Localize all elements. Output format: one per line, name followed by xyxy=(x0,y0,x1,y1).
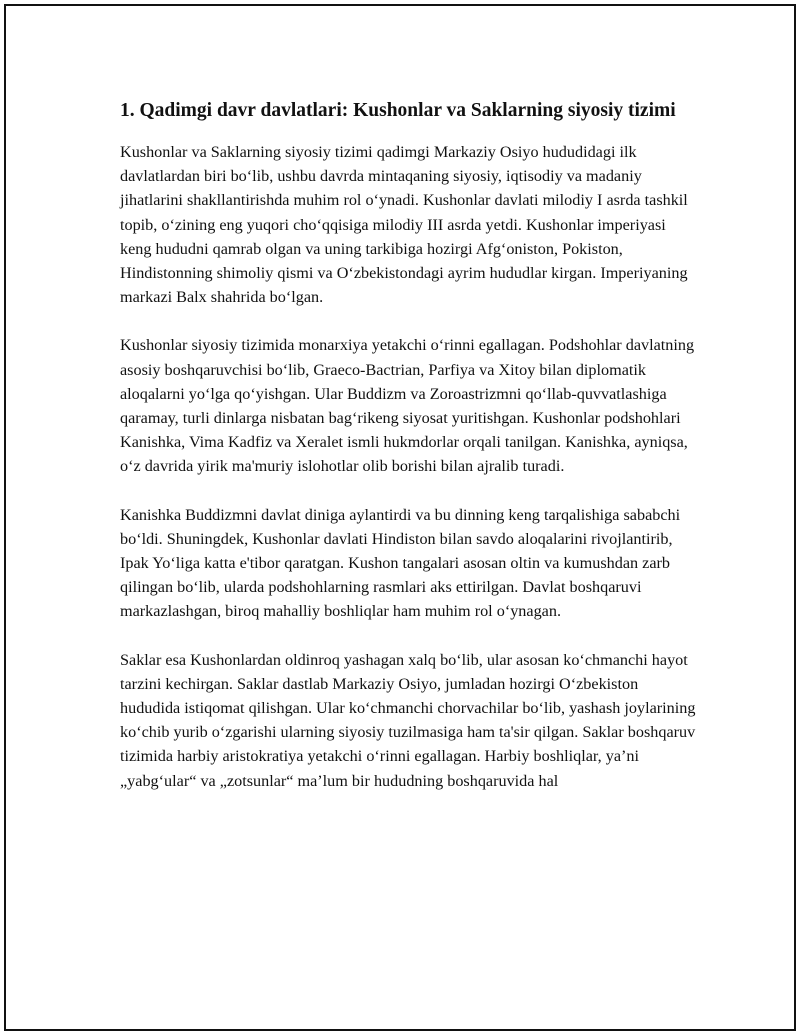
paragraph-1: Kushonlar va Saklarning siyosiy tizimi qadimgi Markaziy Osiyo hududidagi ilk davlatlardan biri boʻlib, ushbu davrda mintaqaning siyosiy, iqtisodiy va madaniy jihatlarini shakllantirishda muhim rol oʻynadi. Kushonlar davlati milodiy I asrda tashkil topib, oʻzining eng yuqori choʻqqisiga milodiy III asrda yetdi. Kushonlar imperiyasi keng hududni qamrab olgan va uning tarkibiga hozirgi Afgʻoniston, Pokiston, Hindistonning shimoliy qismi va Oʻzbekistondagi ayrim hududlar kirgan. Imperiyaning markazi Balx shahrida boʻlgan. xyxy=(120,143,688,307)
paragraph-3: Kanishka Buddizmni davlat diniga aylantirdi va bu dinning keng tarqalishiga sababchi boʻldi. Shuningdek, Kushonlar davlati Hindiston bilan savdo aloqalarini rivojlantirib, Ipak Yoʻliga katta e'tibor qaratgan. Kushon tangalari asosan oltin va kumushdan zarb qilingan boʻlib, ularda podshohlarning rasmlari aks ettirilgan. Davlat boshqaruvi markazlashgan, biroq mahalliy boshliqlar ham muhim rol oʻynagan. xyxy=(120,505,681,621)
paragraph-4: Saklar esa Kushonlardan oldinroq yashagan xalq boʻlib, ular asosan koʻchmanchi hayot tarzini kechirgan. Saklar dastlab Markaziy Osiyo, jumladan hozirgi Oʻzbekiston hududida istiqomat qilishgan. Ular koʻchmanchi chorvachilar boʻlib, yashash joylarining koʻchib yurib oʻzgarishi ularning siyosiy tuzilmasiga ham ta'sir qilgan. Saklar boshqaruv tizimida harbiy aristokratiya yetakchi oʻrinni egallagan. Harbiy boshliqlar, ya’ni „yabgʻular“ va „zotsunlar“ ma’lum bir hududning boshqaruvida hal xyxy=(120,650,696,790)
page-border xyxy=(4,4,796,1031)
paragraph-2: Kushonlar siyosiy tizimida monarxiya yetakchi oʻrinni egallagan. Podshohlar davlatning asosiy boshqaruvchisi boʻlib, Graeco-Bactrian, Parfiya va Xitoy bilan diplomatik aloqalarni yoʻlga qoʻyishgan. Ular Buddizm va Zoroastrizmni qoʻllab-quvvatlashiga qaramay, turli dinlarga nisbatan bagʻrikeng siyosat yuritishgan. Kushonlar podshohlari Kanishka, Vima Kadfiz va Xeralet ismli hukmdorlar orqali tanilgan. Kanishka, ayniqsa, oʻz davrida yirik ma'muriy islohotlar olib borishi bilan ajralib turadi. xyxy=(120,336,695,476)
section-heading: 1. Qadimgi davr davlatlari: Kushonlar va Saklarning siyosiy tizimi xyxy=(120,100,676,121)
document-body xyxy=(120,98,696,817)
